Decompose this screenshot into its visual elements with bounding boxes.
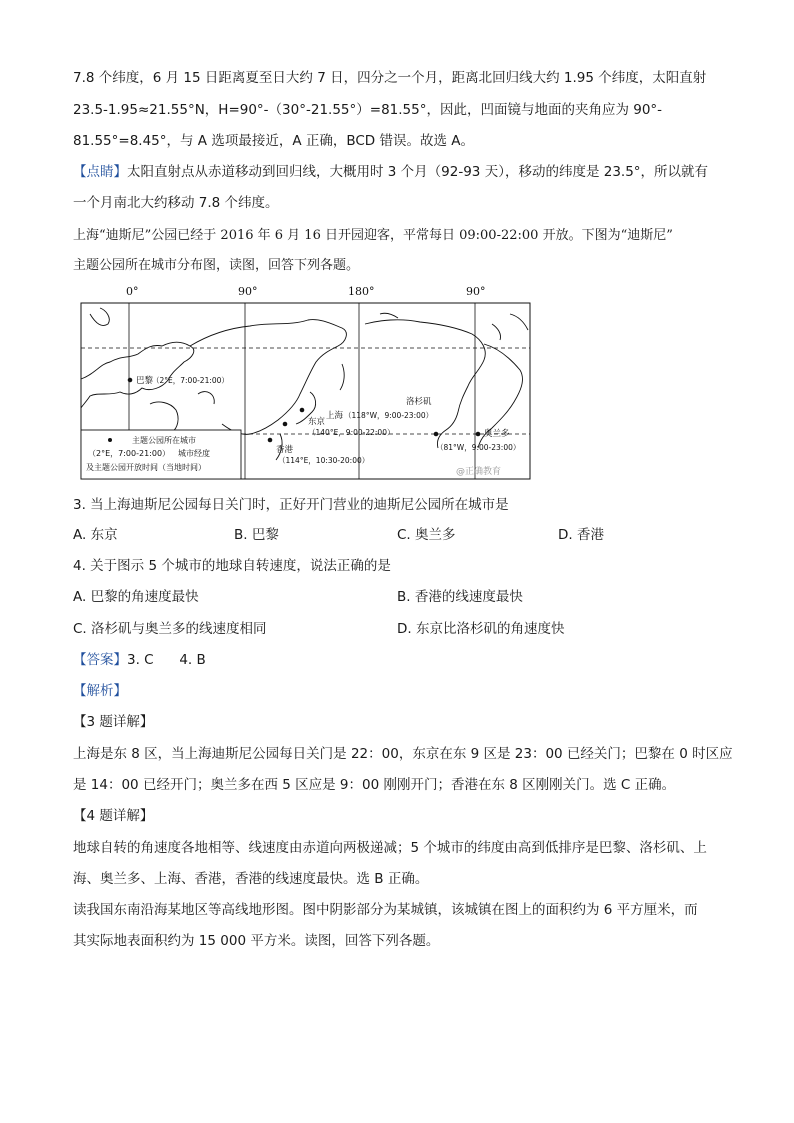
la-label: 洛杉矶 (406, 397, 432, 407)
answer-text: 3. C 4. B (127, 652, 206, 668)
orlando-info: （81°W，9:00-23:00） (436, 443, 521, 452)
world-map (80, 284, 532, 480)
q4-option-b: B. 香港的线速度最快 (397, 589, 523, 605)
q3-option-a: A. 东京 (73, 527, 118, 543)
next-intro-line-2: 其实际地表面积约为 15 000 平方米。读图，回答下列各题。 (73, 933, 440, 949)
q3-option-d: D. 香港 (558, 527, 604, 543)
question-3: 3. 当上海迪斯尼公园每日关门时，正好开门营业的迪斯尼公园所在城市是 (73, 497, 509, 513)
lon-label-180: 180° (348, 285, 375, 298)
hongkong-info: （114°E，10:30-20:00） (278, 456, 370, 465)
text-line-1: 7.8 个纬度，6 月 15 日距离夏至日大约 7 日，四分之一个月，距离北回归线大约 1.95 个纬度，太阳直射 (73, 70, 707, 86)
hongkong-marker (268, 438, 273, 443)
answer-line (73, 652, 206, 668)
detail-4-line-1: 地球自转的角速度各地相等、线速度由赤道向两极递减；5 个城市的纬度由高到低排序是巴黎、洛杉矶、上 (73, 840, 707, 856)
tokyo-marker (300, 408, 305, 413)
detail-3-title: 【3 题详解】 (73, 714, 154, 730)
hongkong-label: 香港 (276, 445, 294, 455)
orlando-marker (476, 432, 481, 437)
detail-4-line-2: 海、奥兰多、上海、香港，香港的线速度最快。选 B 正确。 (73, 871, 429, 887)
detail-3-line-2: 是 14：00 已经开门；奥兰多在西 5 区应是 9：00 刚刚开门；香港在东 8 区刚刚关门。选 C 正确。 (73, 777, 676, 793)
q3-option-b: B. 巴黎 (234, 527, 279, 543)
q3-option-c: C. 奥兰多 (397, 527, 456, 543)
watermark: @正确教育 (456, 467, 502, 477)
tokyo-info: （140°E，9:00-22:00） (308, 428, 395, 437)
intro-line-2: 主题公园所在城市分布图，读图，回答下列各题。 (73, 258, 360, 273)
world-map-figure (80, 284, 532, 480)
tip-tag: 【点睛】 (73, 164, 127, 180)
shanghai-info: （118°W，9:00-23:00） (344, 411, 434, 420)
legend-line-2b: 城市经度 (178, 449, 210, 458)
q4-option-a: A. 巴黎的角速度最快 (73, 589, 199, 605)
answer-tag: 【答案】 (73, 652, 127, 668)
paris-info: （2°E，7:00-21:00） (152, 376, 229, 385)
lon-label-90w: 90° (466, 285, 486, 298)
legend-dot (108, 438, 112, 442)
tip-line (73, 164, 708, 180)
text-line-2: 23.5-1.95≈21.55°N，H=90°-（30°-21.55°）=81.55°，因此，凹面镜与地面的夹角应为 90°- (73, 102, 663, 118)
orlando-label: 奥兰多 (484, 429, 510, 439)
shanghai-label: 上海 (326, 411, 344, 421)
text-line-5: 一个月南北大约移动 7.8 个纬度。 (73, 195, 279, 211)
lon-label-90e: 90° (238, 285, 258, 298)
next-intro-line-1: 读我国东南沿海某地区等高线地形图。图中阴影部分为某城镇，该城镇在图上的面积约为 6 平方厘米，而 (73, 902, 698, 918)
question-4: 4. 关于图示 5 个城市的地球自转速度，说法正确的是 (73, 558, 391, 574)
q4-option-c: C. 洛杉矶与奥兰多的线速度相同 (73, 621, 267, 637)
lon-label-0: 0° (126, 285, 139, 298)
paris-marker (128, 378, 133, 383)
detail-4-title: 【4 题详解】 (73, 808, 154, 824)
text-line-3: 81.55°=8.45°，与 A 选项最接近，A 正确，BCD 错误。故选 A。 (73, 133, 475, 149)
la-marker (434, 432, 439, 437)
analysis-tag: 【解析】 (73, 683, 127, 699)
legend-line-1: 主题公园所在城市 (132, 436, 196, 445)
tip-text: 太阳直射点从赤道移动到回归线，大概用时 3 个月（92-93 天），移动的纬度是 23.5°，所以就有 (127, 164, 709, 180)
detail-3-line-1: 上海是东 8 区，当上海迪斯尼公园每日关门是 22：00，东京在东 9 区是 23：00 已经关门；巴黎在 0 时区应 (73, 746, 733, 762)
intro-line-1: 上海“迪斯尼”公园已经于 2016 年 6 月 16 日开园迎客，平常每日 09:00-22:00 开放。下图为“迪斯尼” (73, 228, 673, 243)
legend-line-2: （2°E，7:00-21:00） (88, 449, 171, 458)
legend-line-3: 及主题公园开放时间（当地时间） (86, 463, 206, 472)
shanghai-marker (283, 422, 288, 427)
tokyo-label: 东京 (308, 417, 326, 427)
q4-option-d: D. 东京比洛杉矶的角速度快 (397, 621, 565, 637)
paris-label: 巴黎 (136, 376, 154, 386)
